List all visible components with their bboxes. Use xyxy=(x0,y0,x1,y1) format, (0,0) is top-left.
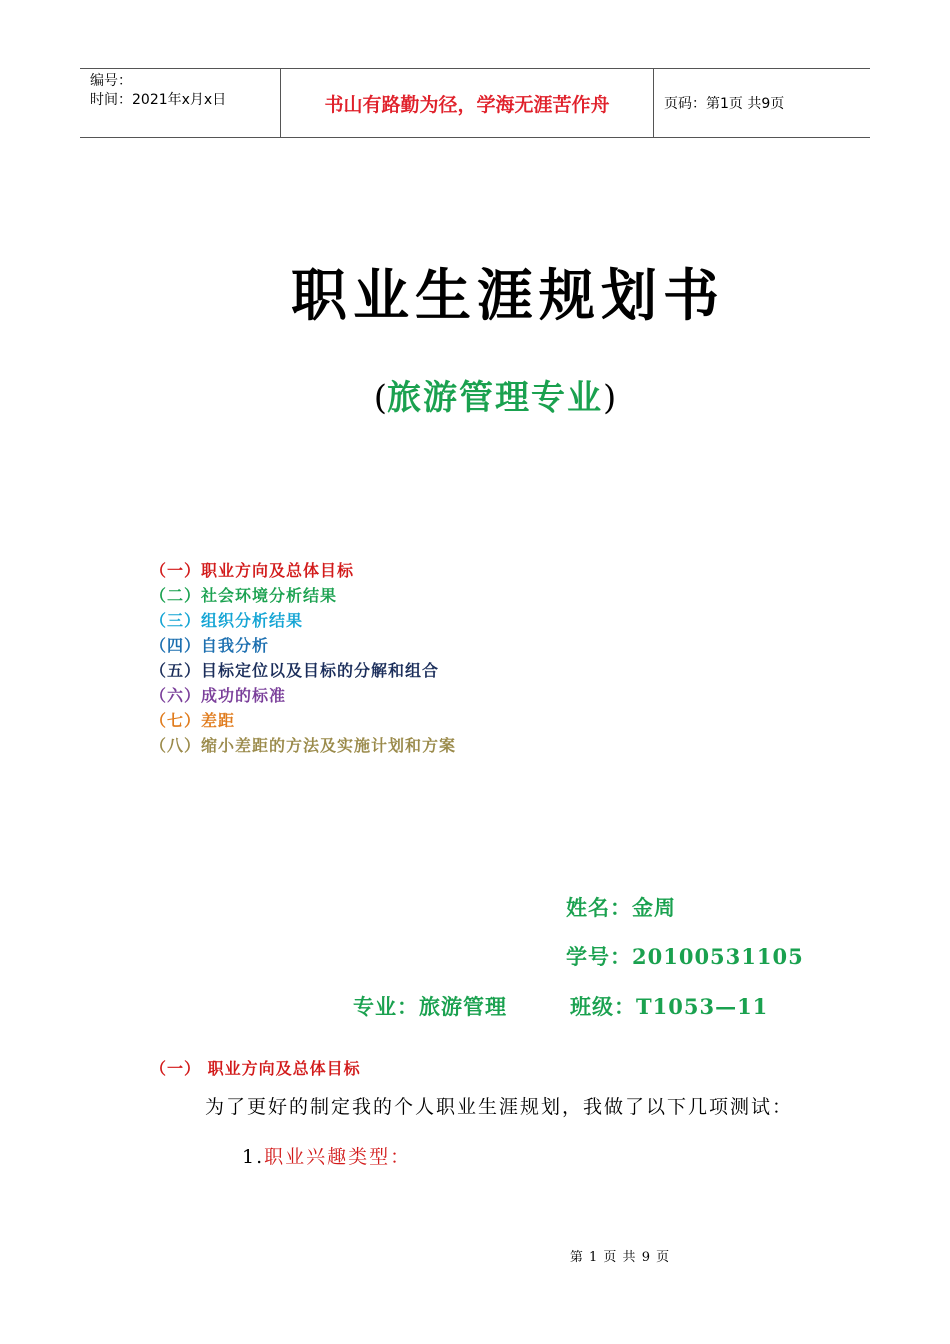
page-footer: 第 1 页 共 9 页 xyxy=(569,1250,671,1265)
student-class: 班级：T1053—11 xyxy=(570,994,769,1019)
student-major: 专业：旅游管理 xyxy=(353,994,507,1019)
header-page-info: 页码：第1页 共9页 xyxy=(664,96,785,112)
header-motto: 书山有路勤为径，学海无涯苦作舟 xyxy=(281,69,654,137)
toc-item: （三）组织分析结果 xyxy=(150,611,304,630)
document-header xyxy=(80,68,870,138)
student-id: 学号：20100531105 xyxy=(566,944,804,969)
toc-item: （五）目标定位以及目标的分解和组合 xyxy=(150,661,440,680)
document-subtitle xyxy=(0,370,950,419)
section-heading: （一） 职业方向及总体目标 xyxy=(150,1059,361,1078)
document-title: 职业生涯规划书 xyxy=(291,264,725,329)
subtitle-open-paren: ( xyxy=(373,378,387,418)
toc-item: （四）自我分析 xyxy=(150,636,270,655)
list-item-label: 职业兴趣类型： xyxy=(264,1146,412,1168)
toc-item: （一）职业方向及总体目标 xyxy=(150,561,355,580)
list-item xyxy=(242,1142,411,1169)
table-of-contents xyxy=(150,558,456,758)
toc-item: （七）差距 xyxy=(150,711,236,730)
subtitle-close-paren: ) xyxy=(603,378,617,418)
section-intro-paragraph: 为了更好的制定我的个人职业生涯规划，我做了以下几项测试： xyxy=(205,1096,794,1118)
toc-item: （八）缩小差距的方法及实施计划和方案 xyxy=(150,736,457,755)
header-number-label: 编号： xyxy=(90,73,132,89)
toc-item: （六）成功的标准 xyxy=(150,686,287,705)
toc-item: （二）社会环境分析结果 xyxy=(150,586,338,605)
student-name: 姓名：金周 xyxy=(566,895,676,920)
list-item-number: 1. xyxy=(242,1146,265,1168)
subtitle-text: 旅游管理专业 xyxy=(387,378,603,418)
header-meta xyxy=(80,69,281,137)
header-time-label: 时间：2021年x月x日 xyxy=(90,92,227,108)
